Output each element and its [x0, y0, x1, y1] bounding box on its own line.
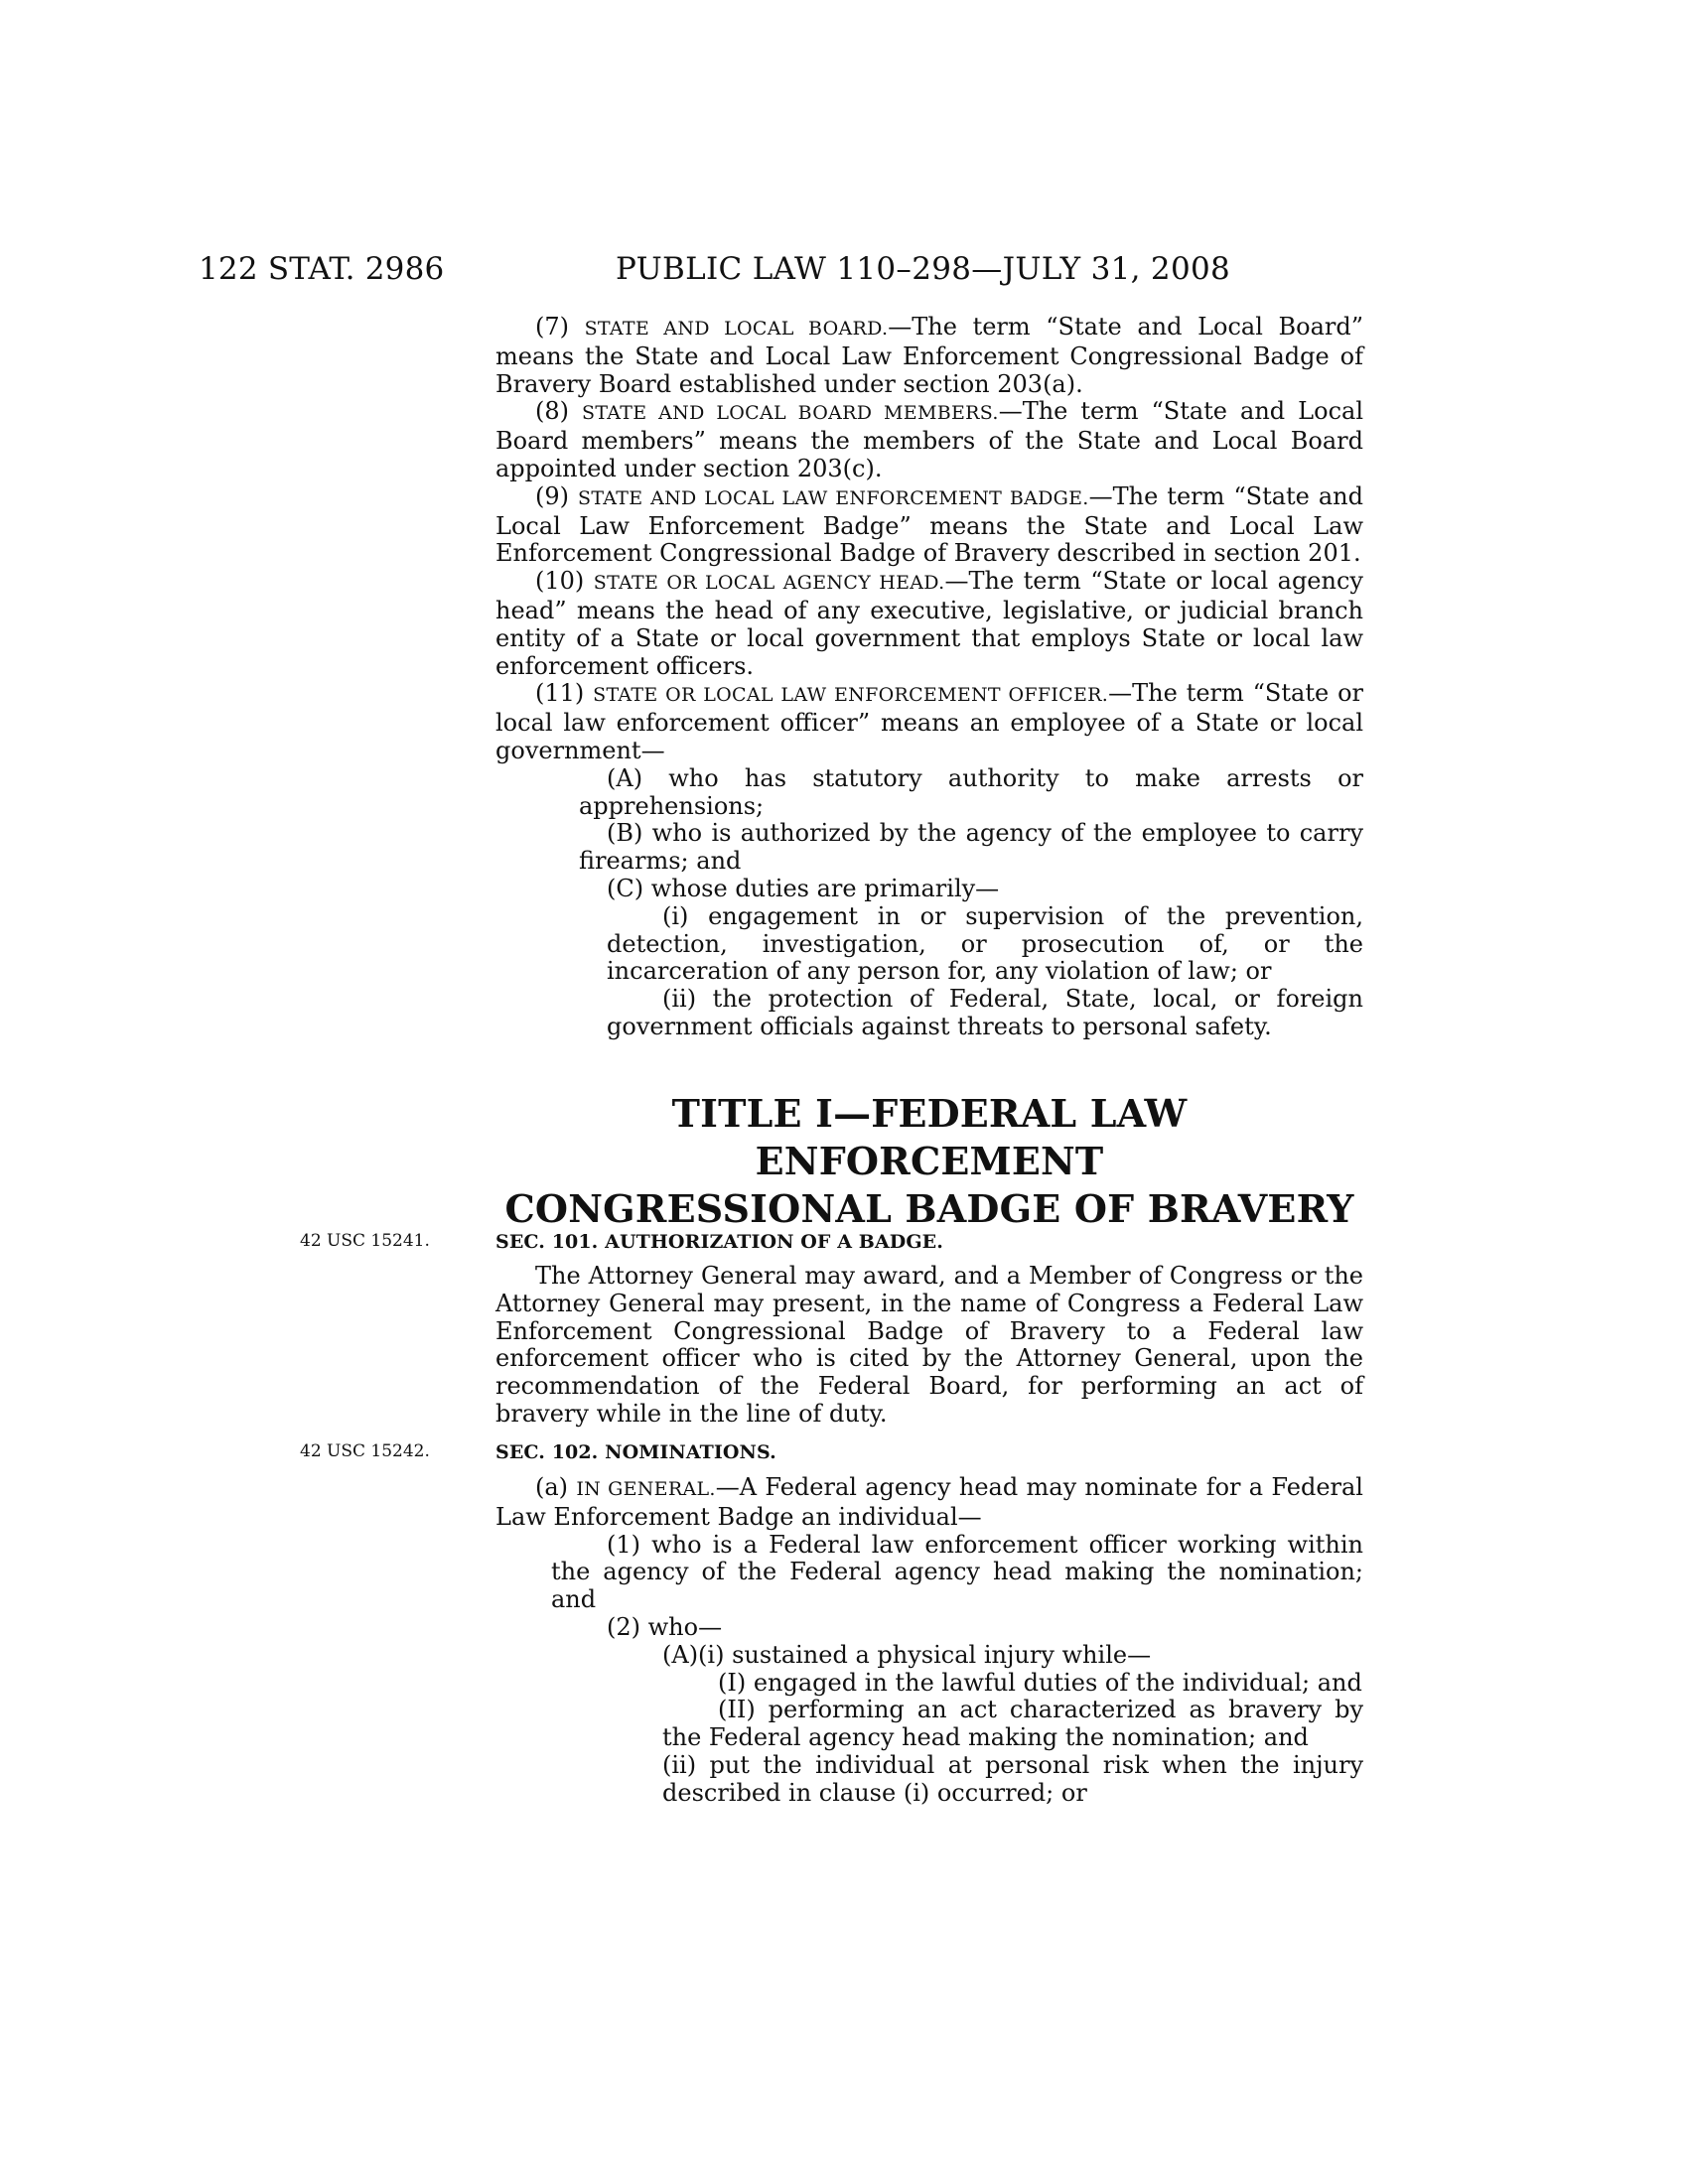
running-header: PUBLIC LAW 110–298—JULY 31, 2008 — [616, 251, 1231, 287]
section-102-body — [495, 1474, 1363, 1808]
margin-citation-102: 42 USC 15242. — [300, 1441, 430, 1461]
subclause-II: (II) performing an act characterized as bravery by the Federal agency head making the nomination; and — [662, 1696, 1363, 1752]
officer-item-a: (A) who has statutory authority to make arrests or apprehensions; — [579, 763, 1363, 820]
definition-9: (9) STATE AND LOCAL LAW ENFORCEMENT BADGE.—The term “State and Local Law Enforcement Badge” means the State and Local Law Enforcement Congressional Badge of Bravery described in section 201. — [495, 481, 1364, 568]
definitions-section — [495, 314, 1363, 1041]
subparagraph-a-i: (A)(i) sustained a physical injury while— — [662, 1640, 1152, 1669]
paragraph-2: (2) who— — [607, 1612, 723, 1641]
title-line-2: CONGRESSIONAL BADGE OF BRAVERY — [504, 1186, 1354, 1231]
definition-10: (10) STATE OR LOCAL AGENCY HEAD.—The term “State or local agency head” means the head of any executive, legislative, or judicial branch entity of a State or local government that employs State or local law enforcement officers. — [495, 567, 1363, 680]
section-101-body: The Attorney General may award, and a Member of Congress or the Attorney General may present, in the name of Congress a Federal Law Enforcement Congressional Badge of Bravery to a Federal law enforcement officer who is cited by the Attorney General, upon the recommendation of the Federal Board, for performing an act of bravery while in the line of duty. — [495, 1262, 1363, 1428]
margin-citation-101: 42 USC 15241. — [300, 1231, 430, 1251]
subclause-I: (I) engaged in the lawful duties of the individual; and — [718, 1668, 1362, 1697]
subsection-a: (a) IN GENERAL.—A Federal agency head may nominate for a Federal Law Enforcement Badge an individual— — [495, 1473, 1363, 1531]
title-line-1: TITLE I—FEDERAL LAW ENFORCEMENT — [671, 1091, 1188, 1183]
definition-7: (7) STATE AND LOCAL BOARD.—The term “State and Local Board” means the State and Local Law Enforcement Congressional Badge of Bravery Board established under section 203(a). — [495, 313, 1364, 398]
section-101-heading: SEC. 101. AUTHORIZATION OF A BADGE. — [495, 1231, 943, 1253]
definition-11: (11) STATE OR LOCAL LAW ENFORCEMENT OFFICER.—The term “State or local law enforcement officer” means an employee of a State or local government— — [495, 679, 1363, 764]
officer-item-c-ii: (ii) the protection of Federal, State, local, or foreign government officials against threats to personal safety. — [607, 985, 1363, 1040]
clause-ii: (ii) put the individual at personal risk when the injury described in clause (i) occurred; or — [662, 1750, 1363, 1807]
officer-item-b: (B) who is authorized by the agency of the employee to carry firearms; and — [579, 819, 1363, 876]
section-102-heading: SEC. 102. NOMINATIONS. — [495, 1441, 776, 1463]
officer-item-c: (C) whose duties are primarily— — [607, 874, 1000, 902]
officer-item-c-i: (i) engagement in or supervision of the prevention, detection, investigation, or prosecution of, or the incarceration of any person for, any violation of law; or — [607, 901, 1363, 986]
paragraph-1: (1) who is a Federal law enforcement officer working within the agency of the Federal agency head making the nomination; and — [551, 1530, 1363, 1614]
definition-8: (8) STATE AND LOCAL BOARD MEMBERS.—The term “State and Local Board members” means the members of the State and Local Board appointed under section 203(c). — [495, 397, 1363, 482]
statute-page-number: 122 STAT. 2986 — [199, 251, 445, 287]
title-heading — [495, 1090, 1363, 1233]
